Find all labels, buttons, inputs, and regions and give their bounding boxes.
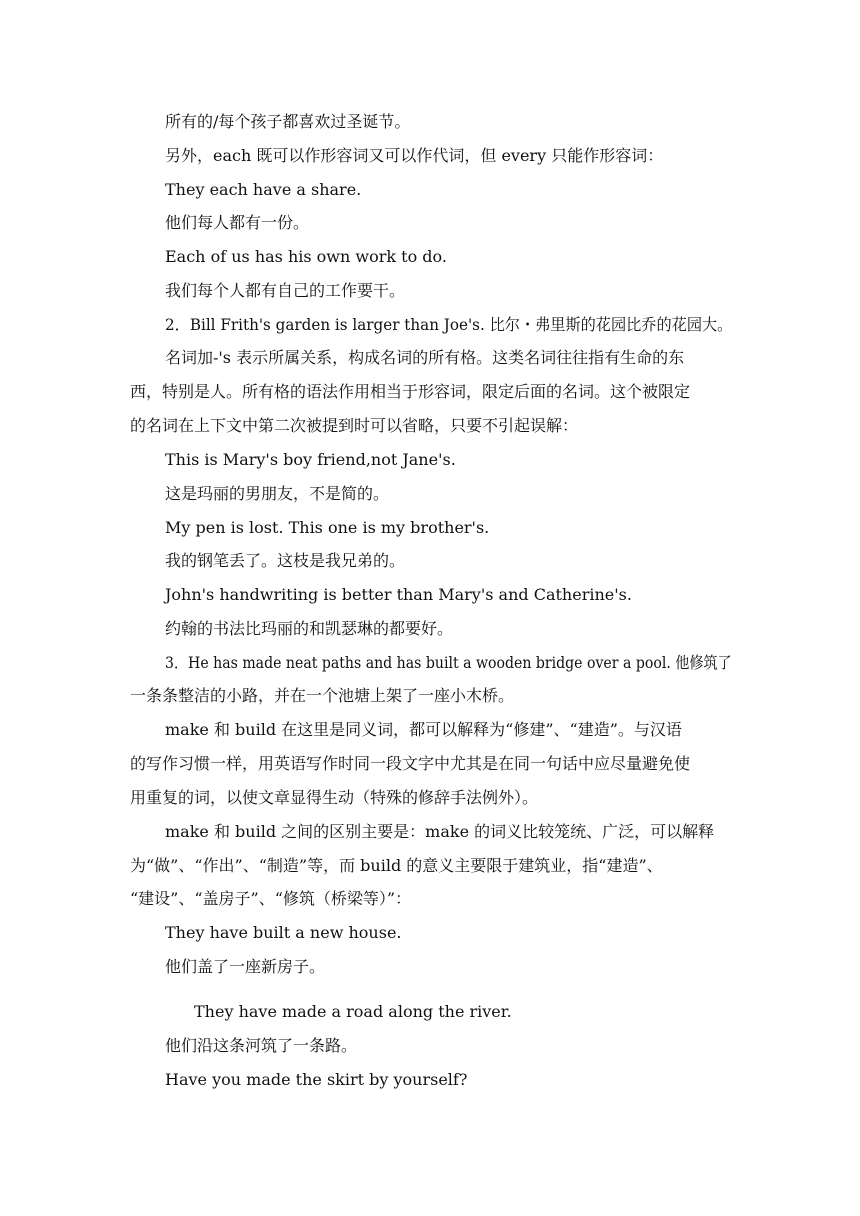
text-line: 我的钢笔丢了。这枝是我兄弟的。 [165, 551, 406, 570]
text-line: My pen is lost. This one is my brother's. [165, 518, 490, 537]
text-line: They each have a share. [165, 180, 362, 199]
text-line: 的名词在上下文中第二次被提到时可以省略，只要不引起误解： [130, 416, 579, 435]
text-line: “建设”、“盖房子”、“修筑（桥梁等）”： [130, 889, 412, 908]
text-line: 所有的/每个孩子都喜欢过圣诞节。 [165, 112, 411, 131]
text-line: They have built a new house. [165, 923, 402, 942]
text-line: Each of us has his own work to do. [165, 247, 447, 266]
text-line: 另外，each 既可以作形容词又可以作代词，但 every 只能作形容词： [165, 146, 664, 165]
text-line: 一条条整洁的小路，并在一个池塘上架了一座小木桥。 [130, 686, 515, 705]
text-line: 他们每人都有一份。 [165, 213, 310, 232]
text-line: 的写作习惯一样，用英语写作时同一段文字中尤其是在同一句话中应尽量避免使 [130, 754, 691, 773]
text-line: 名词加-'s 表示所属关系，构成名词的所有格。这类名词往往指有生命的东 [165, 348, 685, 367]
text-line: 西，特别是人。所有格的语法作用相当于形容词，限定后面的名词。这个被限定 [130, 382, 691, 401]
text-line: 我们每个人都有自己的工作要干。 [165, 281, 406, 300]
text-line: Have you made the skirt by yourself? [165, 1070, 468, 1089]
text-line: 他们盖了一座新房子。 [165, 957, 326, 976]
text-line: make 和 build 在这里是同义词，都可以解释为“修建”、“建造”。与汉语 [165, 720, 682, 739]
text-line: 为“做”、“作出”、“制造”等，而 build 的意义主要限于建筑业，指“建造”、 [130, 856, 663, 875]
text-line: 他们沿这条河筑了一条路。 [165, 1036, 358, 1055]
text-line: 用重复的词，以使文章显得生动（特殊的修辞手法例外）。 [130, 788, 539, 807]
text-line: make 和 build 之间的区别主要是：make 的词义比较笼统、广泛，可以解释 [165, 822, 715, 841]
text-line: 3．He has made neat paths and has built a wooden bridge over a pool. 他修筑了 [165, 653, 732, 672]
text-line: 2．Bill Frith's garden is larger than Joe's. 比尔・弗里斯的花园比乔的花园大。 [165, 315, 733, 334]
text-line: John's handwriting is better than Mary's and Catherine's. [165, 585, 632, 604]
text-line: 这是玛丽的男朋友，不是简的。 [165, 484, 390, 503]
text-line: 约翰的书法比玛丽的和凯瑟琳的都要好。 [165, 619, 454, 638]
text-line: They have made a road along the river. [194, 1002, 512, 1021]
text-line: This is Mary's boy friend,not Jane's. [165, 450, 456, 469]
